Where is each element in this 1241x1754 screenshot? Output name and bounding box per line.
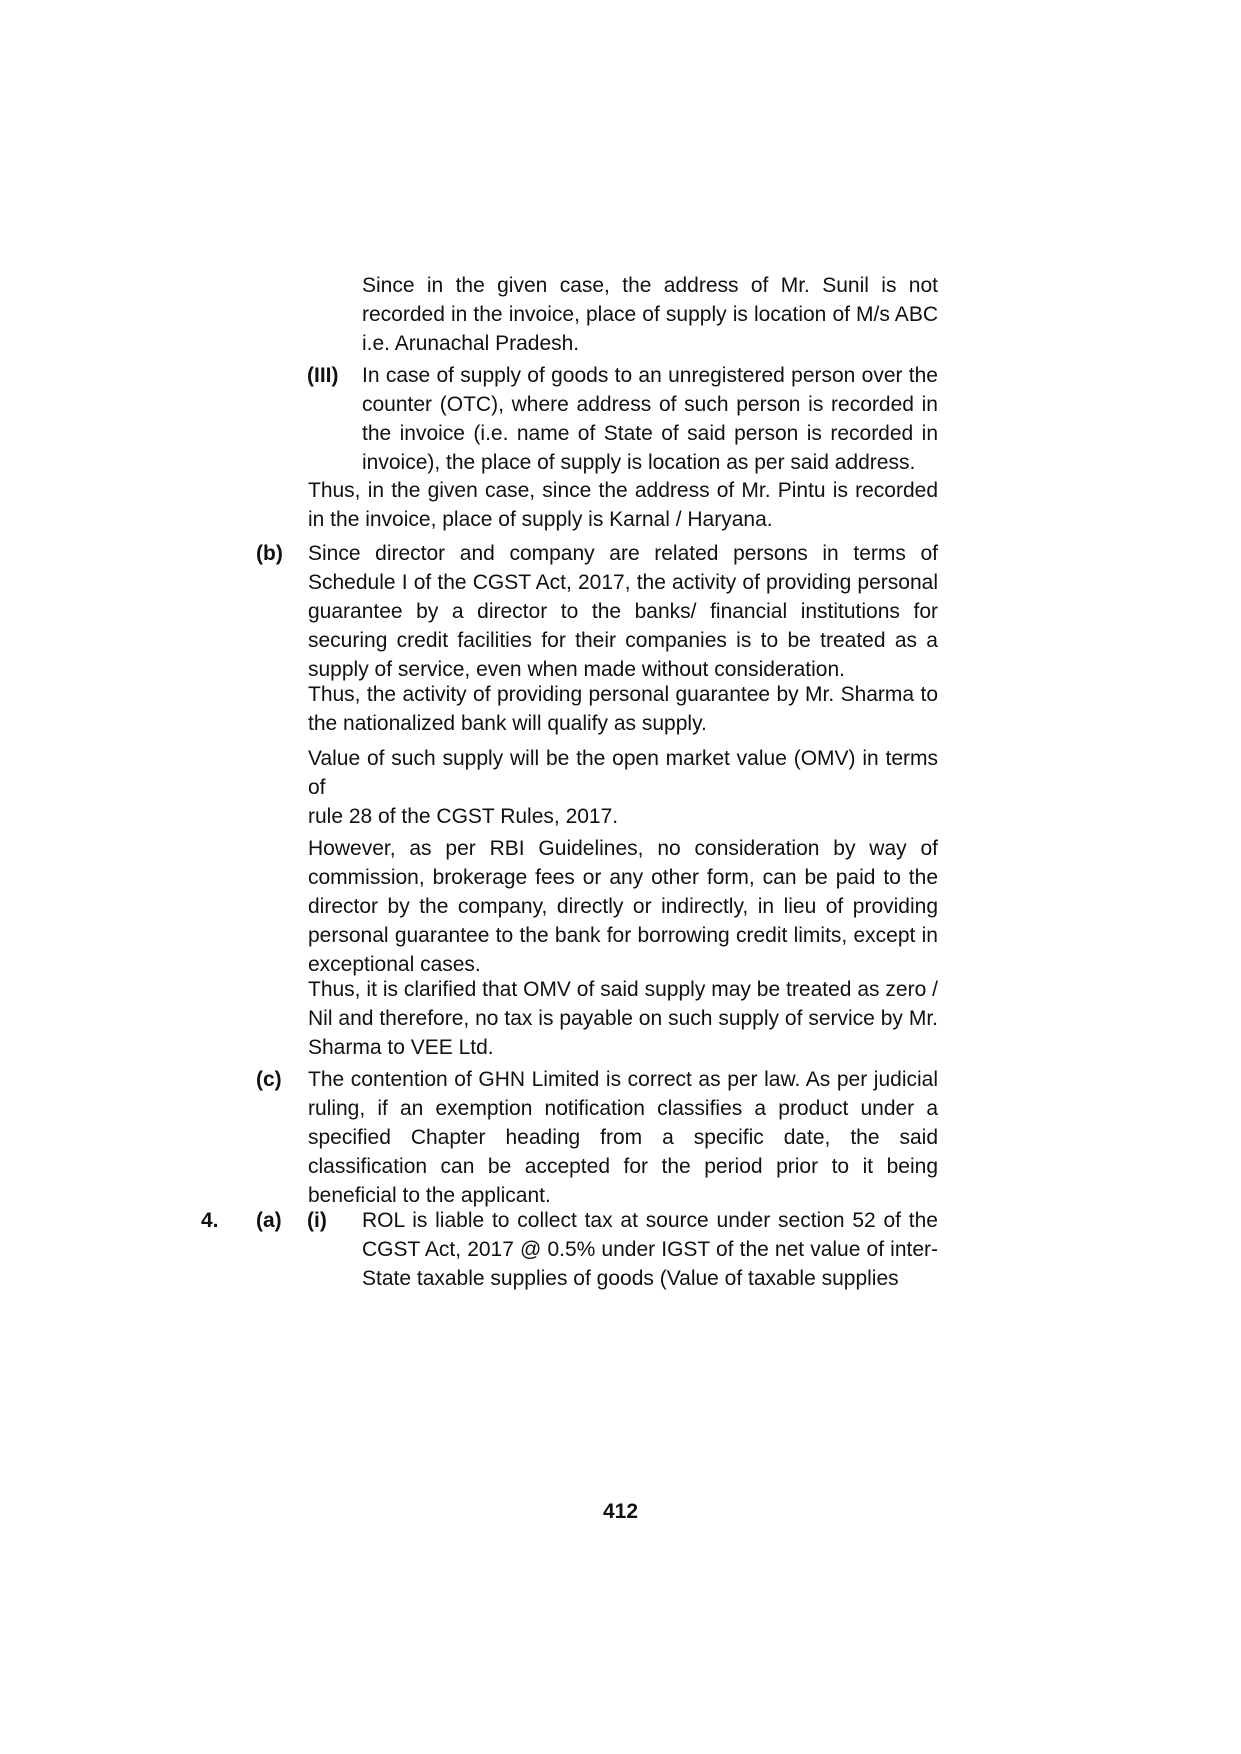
paragraph-sharma-supply: Thus, the activity of providing personal guarantee by Mr. Sharma to the nationalized bank will qualify as supply.	[308, 683, 938, 735]
label-a: (a)	[256, 1209, 282, 1232]
omv-line-2: of	[308, 776, 326, 799]
omv-line-1: Value of such supply will be the open market value (OMV) in terms	[308, 747, 938, 770]
paragraph-4ai-tcs: ROL is liable to collect tax at source under section 52 of the CGST Act, 2017 @ 0.5% under IGST of the net value of inter-State taxable supplies of goods (Value of taxable supplies	[362, 1209, 938, 1290]
label-c: (c)	[256, 1068, 282, 1091]
paragraph-III-otc-supply: In case of supply of goods to an unregistered person over the counter (OTC), where address of such person is recorded in the invoice (i.e. name of State of said person is recorded in invoice), the place of supply is location as per said address.	[362, 364, 938, 474]
page-number: 412	[602, 1500, 639, 1523]
label-b: (b)	[256, 542, 283, 565]
omv-line-3: rule 28 of the CGST Rules, 2017.	[308, 805, 619, 828]
paragraph-omv-value	[308, 744, 938, 831]
paragraph-c-ghn-contention: The contention of GHN Limited is correct as per law. As per judicial ruling, if an exemption notification classifies a product under a specified Chapter heading from a specific date, the said classification can be accepted for the period prior to it being beneficial to the applicant.	[308, 1068, 938, 1207]
paragraph-rbi-guidelines: However, as per RBI Guidelines, no consideration by way of commission, brokerage fees or any other form, can be paid to the director by the company, directly or indirectly, in lieu of providing personal guarantee to the bank for borrowing credit limits, except in exceptional cases.	[308, 837, 938, 976]
paragraph-b-personal-guarantee: Since director and company are related persons in terms of Schedule I of the CGST Act, 2017, the activity of providing personal guarantee by a director to the banks/ financial institutions for securing credit facilities for their companies is to be treated as a supply of service, even when made without consideration.	[308, 542, 938, 681]
label-i: (i)	[307, 1209, 327, 1232]
paragraph-omv-zero: Thus, it is clarified that OMV of said supply may be treated as zero / Nil and therefore, no tax is payable on such supply of service by Mr. Sharma to VEE Ltd.	[308, 978, 938, 1059]
paragraph-sunil-address: Since in the given case, the address of Mr. Sunil is not recorded in the invoice, place of supply is location of M/s ABC i.e. Arunachal Pradesh.	[362, 274, 938, 355]
label-III: (III)	[307, 364, 339, 387]
question-number-4: 4.	[201, 1209, 219, 1232]
paragraph-pintu-address: Thus, in the given case, since the address of Mr. Pintu is recorded in the invoice, place of supply is Karnal / Haryana.	[308, 479, 938, 531]
